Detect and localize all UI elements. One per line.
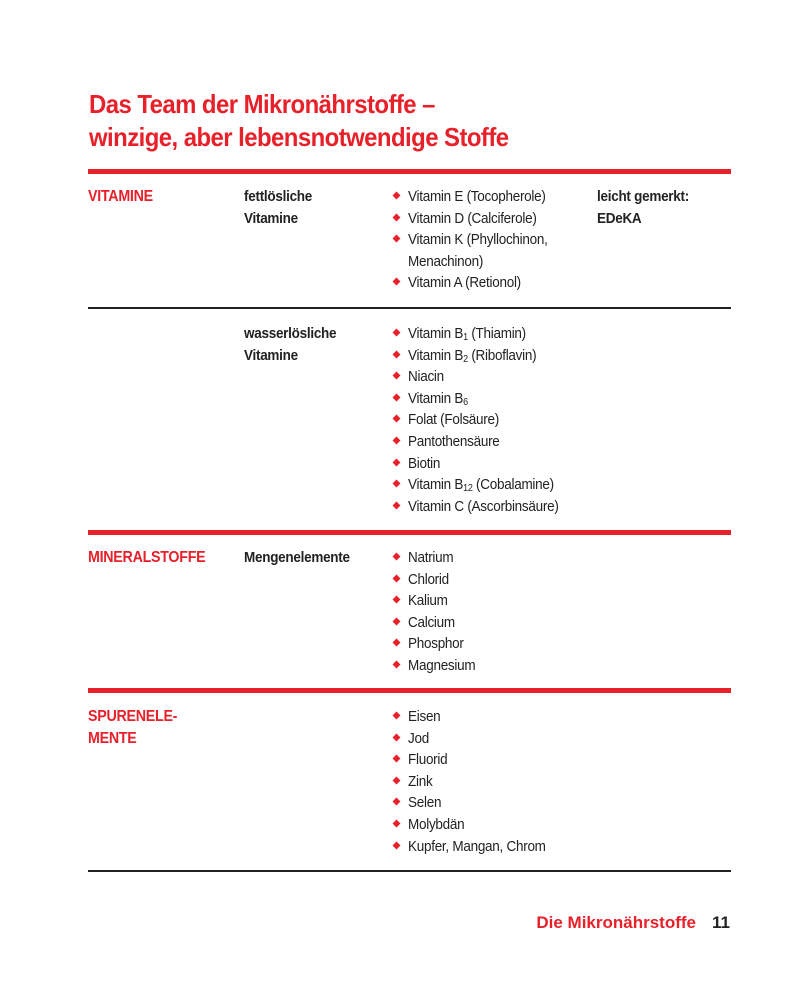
item-text: Pantothensäure: [408, 432, 500, 450]
list-item: [391, 474, 575, 496]
item-text: Phosphor: [408, 635, 464, 653]
list-item: [391, 749, 561, 771]
item-text: Vitamin A (Retionol): [408, 274, 521, 292]
divider-dark: [88, 870, 731, 872]
item-text: (Thiamin): [467, 325, 526, 342]
red-diamond-icon: [393, 617, 401, 625]
list-item: [391, 453, 575, 475]
red-diamond-icon: [393, 798, 401, 806]
list-item: [391, 208, 563, 230]
subcategory-line: Vitamine: [244, 346, 298, 364]
list-item: [391, 229, 563, 272]
subscript: 2: [463, 353, 468, 365]
list-item: [391, 612, 483, 634]
item-text: Fluorid: [408, 751, 448, 769]
item-text: Magnesium: [408, 656, 476, 674]
note-label: leicht gemerkt:: [597, 188, 689, 205]
red-diamond-icon: [393, 574, 401, 582]
subscript: 6: [463, 396, 468, 408]
category-label: [88, 547, 205, 569]
red-diamond-icon: [393, 415, 401, 423]
item-text: Vitamin D (Calciferole): [408, 209, 537, 227]
subcategory-line: wasserlösliche: [244, 325, 337, 342]
divider-red: [88, 688, 731, 693]
subscript: 12: [463, 483, 473, 495]
red-diamond-icon: [393, 733, 401, 741]
list-item: [391, 633, 483, 655]
list-item: [391, 366, 575, 388]
divider-red: [88, 169, 731, 174]
list-item: [391, 814, 561, 836]
red-diamond-icon: [393, 458, 401, 466]
list-item: [391, 655, 483, 677]
page-title-line-2: winzige, aber lebensnotwendige Stoffe: [89, 122, 509, 152]
item-text: (Riboflavin): [467, 346, 537, 364]
item-text: Vitamin B: [408, 476, 464, 494]
list-item: [391, 569, 483, 591]
item-text: Zink: [408, 772, 433, 790]
red-diamond-icon: [393, 278, 401, 286]
footer-section-title: Die Mikronährstoffe: [536, 913, 697, 932]
red-diamond-icon: [393, 841, 401, 849]
red-diamond-icon: [393, 596, 401, 604]
category-text: MINERALSTOFFE: [88, 549, 206, 566]
category-text: VITAMINE: [88, 188, 153, 205]
item-text-continuation: Menachinon): [408, 252, 484, 270]
item-text: Jod: [408, 729, 429, 747]
list-item: [391, 792, 561, 814]
red-diamond-icon: [393, 235, 401, 243]
list-item: [391, 323, 575, 345]
list-item: [391, 496, 575, 518]
red-diamond-icon: [393, 712, 401, 720]
item-text: Molybdän: [408, 815, 465, 833]
list-item: [391, 431, 575, 453]
item-list: [391, 547, 483, 677]
list-item: [391, 728, 561, 750]
list-item: [391, 388, 575, 410]
item-text: Niacin: [408, 368, 444, 386]
item-list: [391, 186, 563, 294]
item-list: [391, 706, 561, 857]
page-footer: [536, 913, 730, 933]
red-diamond-icon: [393, 437, 401, 445]
list-item: [391, 771, 561, 793]
list-item: [391, 409, 575, 431]
red-diamond-icon: [393, 661, 401, 669]
red-diamond-icon: [393, 553, 401, 561]
item-text: Vitamin E (Tocopherole): [408, 188, 546, 205]
red-diamond-icon: [393, 776, 401, 784]
item-text: Folat (Folsäure): [408, 411, 499, 429]
item-text: Vitamin B: [408, 346, 464, 364]
item-text: Kalium: [408, 592, 448, 610]
list-item: [391, 272, 563, 294]
red-diamond-icon: [393, 755, 401, 763]
note-mnemonic: EDeKA: [597, 209, 642, 227]
list-item: [391, 706, 561, 728]
item-text: Calcium: [408, 613, 455, 631]
item-text: Biotin: [408, 454, 441, 472]
item-text: Vitamin B: [408, 325, 464, 342]
item-text: Kupfer, Mangan, Chrom: [408, 837, 546, 855]
category-label: [88, 706, 177, 749]
red-diamond-icon: [393, 372, 401, 380]
red-diamond-icon: [393, 329, 401, 337]
divider-dark: [88, 307, 731, 309]
subcategory-line: fettlösliche: [244, 188, 313, 205]
item-text: Vitamin C (Ascorbinsäure): [408, 497, 559, 515]
list-item: [391, 547, 483, 569]
page-number: 11: [712, 913, 730, 932]
item-text: Vitamin K (Phyllochinon,: [408, 231, 548, 249]
category-text: MENTE: [88, 729, 137, 747]
red-diamond-icon: [393, 639, 401, 647]
list-item: [391, 836, 561, 858]
red-diamond-icon: [393, 501, 401, 509]
red-diamond-icon: [393, 213, 401, 221]
item-text: Natrium: [408, 549, 454, 566]
category-text: SPURENELE-: [88, 708, 178, 725]
category-label: [88, 186, 153, 208]
red-diamond-icon: [393, 192, 401, 200]
list-item: [391, 345, 575, 367]
list-item: [391, 590, 483, 612]
divider-red: [88, 530, 731, 535]
red-diamond-icon: [393, 480, 401, 488]
page-title-line-1: Das Team der Mikronährstoffe –: [89, 89, 435, 119]
item-list: [391, 323, 575, 517]
red-diamond-icon: [393, 393, 401, 401]
subcategory-line: Mengenelemente: [244, 549, 350, 566]
item-text: Vitamin B: [408, 389, 464, 407]
red-diamond-icon: [393, 350, 401, 358]
subscript: 1: [463, 332, 468, 343]
red-diamond-icon: [393, 820, 401, 828]
subcategory-label: [244, 323, 336, 366]
item-text: Selen: [408, 794, 442, 812]
subcategory-label: [244, 547, 350, 569]
list-item: [391, 186, 563, 208]
item-text: Eisen: [408, 708, 441, 725]
subcategory-label: [244, 186, 312, 229]
item-text: (Cobalamine): [472, 476, 554, 494]
item-text: Chlorid: [408, 570, 449, 588]
page-title: [89, 88, 509, 154]
mnemonic-note: [597, 186, 689, 229]
subcategory-line: Vitamine: [244, 209, 298, 227]
